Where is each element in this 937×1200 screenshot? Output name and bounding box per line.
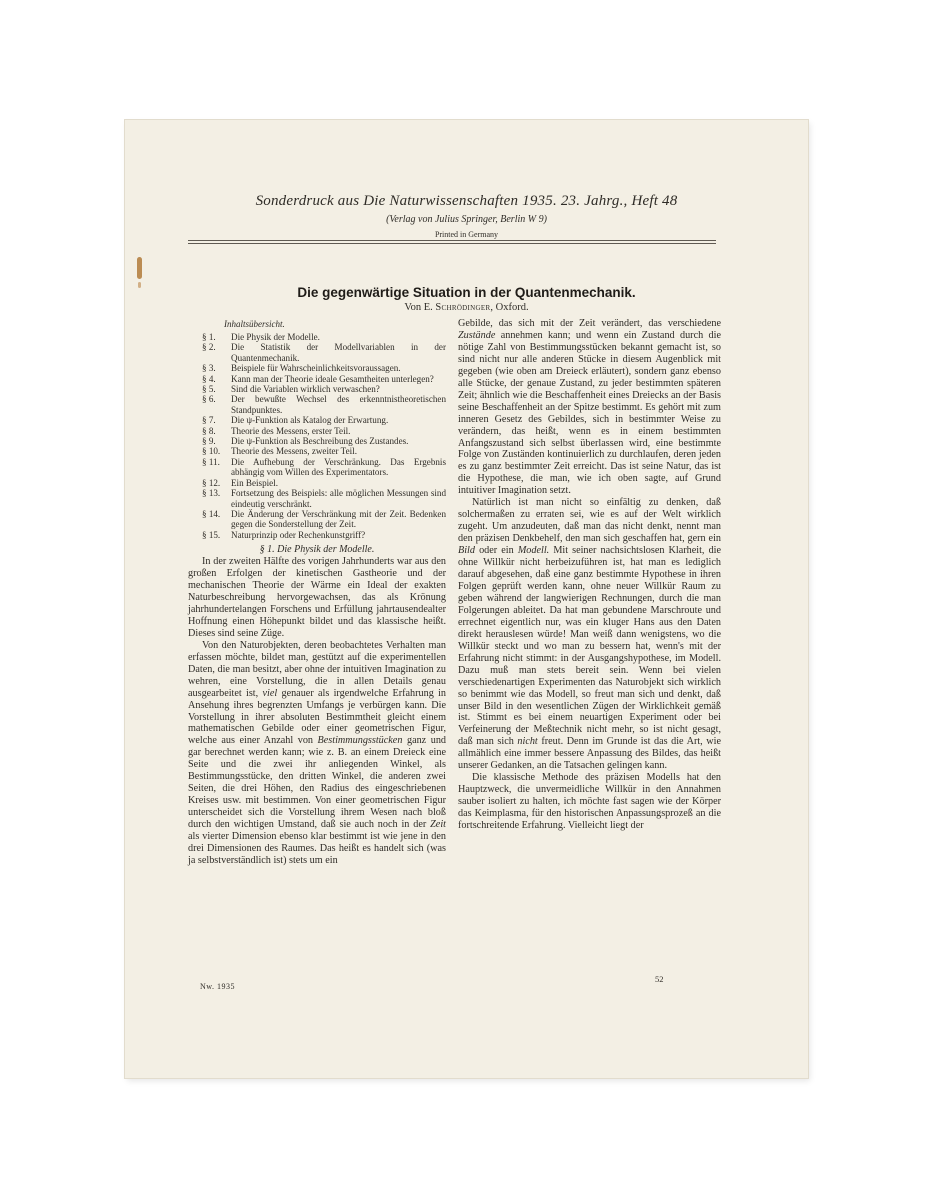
body-paragraph xyxy=(458,497,721,772)
emphasis: Bild xyxy=(458,545,475,557)
toc-item xyxy=(202,457,446,478)
toc-text: Ein Beispiel. xyxy=(231,477,278,488)
toc-num: § 13. xyxy=(202,488,221,499)
printed-in-germany: Printed in Germany xyxy=(434,230,499,239)
toc-text: Kann man der Theorie ideale Gesamtheiten unterlegen? xyxy=(231,373,434,384)
toc-text: Beispiele für Wahrscheinlichkeitsvoraussagen. xyxy=(231,363,401,374)
toc-text: Naturprinzip oder Rechenkunstgriff? xyxy=(231,529,366,540)
emphasis: Modell. xyxy=(517,545,550,557)
toc-item xyxy=(202,530,446,540)
article-title: Die gegenwärtige Situation in der Quantenmechanik. xyxy=(297,285,636,300)
toc-text: Theorie des Messens, erster Teil. xyxy=(231,425,351,436)
text-run: ganz und gar berechnet werden kann; wie z. B. an einem Dreieck eine Seite und die zwei ihr anliegenden Winkel, als Bestimmungsstücke, den dritten Winkel, die anderen zwei Seiten, die drei Höhen, den Radius des eingeschriebenen Kreises usw. mit bestimmen. Von einer geometrischen Figur unterscheidet sich die Vorstellung ihrem Wesen nach bloß durch den wichtigen Umstand, daß sie auch noch in der xyxy=(188,735,447,831)
left-column xyxy=(188,319,446,867)
text-run: Von den Naturobjekten, deren beobachtetes Verhalten man erfassen möchte, bildet man, gestützt auf die experimentellen Daten, die man besitzt, aber ohne der intuitiven Imagination zu wehren, eine Vorstellung, die in allen Details genau ausgearbeitet ist, xyxy=(188,639,446,699)
toc-item xyxy=(202,426,446,436)
text-run: annehmen kann; und wenn ein Zustand durch die nötige Zahl von Bestimmungsstücken bekannt gemacht ist, so sind nicht nur alle anderen Stücke in diesem Augenblick mit gegeben (wie oben am Dreieck erläutert), sondern ganz ebenso alle Stücke, der genaue Zustand, zu jeder bestimmten späteren Zeit; ähnlich wie die Beschaffenheit eines Dreiecks an der Basis seine Beschaffenheit an der Spitze bestimmt. Es gehört mit zum inneren Gesetz des Gebildes, sich in bestimmter Weise zu verändern, das heißt, wenn es in einem bestimmten Anfangszustand sich selbst überlassen wird, eine bestimmte Folge von Zuständen kontinuierlich zu durchlaufen, deren jeden es zu ganz bestimmter Zeit erreicht. Das ist seine Natur, das ist die Hypothese, die man, wie ich oben sagte, auf Grund intuitiver Imagination setzt. xyxy=(458,329,721,497)
emphasis: nicht xyxy=(517,736,538,748)
body-paragraph xyxy=(458,318,721,497)
text-run: Natürlich ist man nicht so einfältig zu denken, daß solchermaßen zu erraten sei, wie es auf der Welt wirklich zugeht. Um anzudeuten, daß man das nicht denkt, nennt man den präzisen Denkbehelf, den man sich geschaffen hat, gern ein xyxy=(458,497,721,545)
toc-num: § 6. xyxy=(202,394,216,405)
toc-item xyxy=(202,394,446,415)
rust-stain xyxy=(137,257,142,279)
toc-item xyxy=(202,342,446,363)
toc-item xyxy=(202,374,446,384)
header-rule-top xyxy=(188,240,716,241)
toc-num: § 2. xyxy=(202,342,216,353)
toc-text: Die Statistik der Modellvariablen in der Quantenmechanik. xyxy=(231,342,446,363)
toc-num: § 12. xyxy=(202,477,221,488)
toc-num: § 7. xyxy=(202,415,216,426)
text-run: freut. Denn im Grunde ist das die Art, wie allmählich eine immer bessere Anpassung des Bildes, das heißt unserer Gedanken, an die Tatsachen gelingen kann. xyxy=(458,736,722,772)
text-run: Mit seiner nachsichtslosen Klarheit, die ohne Willkür nicht herbeizuführen ist, hat man es lediglich darauf abgesehen, daß eine ganz bestimmte Hypothese in ihren Folgen geprüft werden kann, ohne neuer Willkür Raum zu geben während der langwierigen Rechnungen, durch die man Folgerungen ableitet. Da hat man gebundene Marschroute und errechnet eigentlich nur, was ein kluger Hans aus den Daten direkt herauslesen würde! Man weiß dann wenigstens, wo die Willkür steckt und wo man zu bessern hat, wenn's mit der Erfahrung nicht stimmt: in der Ausgangshypothese, im Modell. Dazu muß man stets bereit sein. Wenn bei vielen verschiedenartigen Experimenten das Naturobjekt sich wirklich so benimmt wie das Modell, so freut man sich und denkt, daß unser Bild in den wesentlichen Zügen der Wirklichkeit gemäß ist. Stimmt es bei einem neuartigen Experiment oder bei Verfeinerung der Meßtechnik nicht mehr, so ist nicht gesagt, daß man sich xyxy=(458,545,722,748)
toc-num: § 11. xyxy=(202,456,220,467)
emphasis: Zustände xyxy=(458,329,496,341)
toc-num: § 4. xyxy=(202,373,216,384)
toc-text: Sind die Variablen wirklich verwaschen? xyxy=(231,384,380,395)
toc-text: Theorie des Messens, zweiter Teil. xyxy=(231,446,357,457)
toc-num: § 9. xyxy=(202,436,216,447)
emphasis: Zeit xyxy=(430,819,446,831)
toc-heading: Inhaltsübersicht. xyxy=(224,319,285,329)
toc-text: Die Physik der Modelle. xyxy=(231,332,320,342)
toc-item xyxy=(202,509,446,530)
author-prefix: Von E. xyxy=(404,302,433,313)
page-number: 52 xyxy=(655,974,664,984)
toc-text: Die Änderung der Verschränkung mit der Zeit. Bedenken gegen die Sonderstellung der Zeit. xyxy=(231,508,446,530)
toc-num: § 5. xyxy=(202,384,216,395)
toc-item xyxy=(202,415,446,425)
body-paragraph xyxy=(188,640,446,867)
toc-num: § 1. xyxy=(202,332,216,342)
right-column xyxy=(458,318,721,832)
body-paragraph: In der zweiten Hälfte des vorigen Jahrhunderts war aus den großen Erfolgen der kinetischen Gastheorie und der mechanischen Theorie der Wärme ein Ideal der exakten Naturbeschreibung hervorgewachsen, das als Krönung jahrhundertelangen Forschens und Erfüllung jahrtausendealter Hoffnung einen Höhepunkt bildet und das klassische heißt. Dieses sind seine Züge. xyxy=(188,556,446,639)
toc-text: Der bewußte Wechsel des erkenntnistheoretischen Standpunktes. xyxy=(231,394,446,415)
section-heading: § 1. Die Physik der Modelle. xyxy=(259,544,375,556)
toc-text: Fortsetzung des Beispiels: alle möglichen Messungen sind eindeutig verschränkt. xyxy=(231,488,446,509)
toc-num: § 15. xyxy=(202,529,221,540)
toc-item xyxy=(202,332,446,342)
header-rule-bottom xyxy=(188,243,716,244)
toc-num: § 3. xyxy=(202,363,216,374)
text-run: oder ein xyxy=(479,545,514,557)
toc-num: § 8. xyxy=(202,425,216,436)
text-run: Gebilde, das sich mit der Zeit verändert, das verschiedene xyxy=(458,318,721,329)
toc-num: § 10. xyxy=(202,446,221,457)
footer-signature: Nw. 1935 xyxy=(200,982,236,991)
toc-item xyxy=(202,384,446,394)
reprint-header-title: Sonderdruck aus Die Naturwissenschaften 1935. 23. Jahrg., Heft 48 xyxy=(255,193,678,209)
body-paragraph: Die klassische Methode des präzisen Modells hat den Hauptzweck, die unvermeidliche Willkür in den Annahmen sauber isoliert zu halten, ich möchte fast sagen wie der Körper das Keimplasma, für den historischen Anpassungsprozeß an die fortschreitende Erfahrung. Vielleicht liegt der xyxy=(458,772,721,832)
emphasis: viel xyxy=(262,687,278,699)
text-run: als vierter Dimension ebenso klar bestimmt ist wie jene in den drei Dimensionen des Raumes. Das heißt es handelt sich (was ja selbstverständlich ist) stets um ein xyxy=(188,831,446,866)
toc-text: Die Aufhebung der Verschränkung. Das Ergebnis abhängig vom Willen des Experimentators. xyxy=(231,456,446,478)
toc-item xyxy=(202,446,446,456)
reprint-publisher: (Verlag von Julius Springer, Berlin W 9) xyxy=(386,214,547,225)
emphasis: Bestimmungsstücken xyxy=(317,735,403,747)
author-suffix: , Oxford. xyxy=(490,302,529,313)
toc-item xyxy=(202,488,446,509)
toc-item xyxy=(202,478,446,488)
author-name: Schrödinger xyxy=(435,302,491,313)
toc-item xyxy=(202,436,446,446)
text-run: genauer als irgendwelche Erfahrung in Ansehung ihres begrenzten Umfangs je verbürgen kann. Die Vorstellung in ihrer absoluten Bestimmtheit gleicht einem mathematischen Gebilde oder einer geometrischen Figur, welche aus einer Anzahl von xyxy=(188,687,447,747)
reprint-page xyxy=(125,120,808,1078)
article-author xyxy=(125,302,808,313)
toc-item xyxy=(202,363,446,373)
toc-text: Die ψ-Funktion als Katalog der Erwartung. xyxy=(231,415,389,426)
toc-text: Die ψ-Funktion als Beschreibung des Zustandes. xyxy=(231,436,409,447)
table-of-contents xyxy=(188,332,446,540)
toc-num: § 14. xyxy=(202,508,221,519)
